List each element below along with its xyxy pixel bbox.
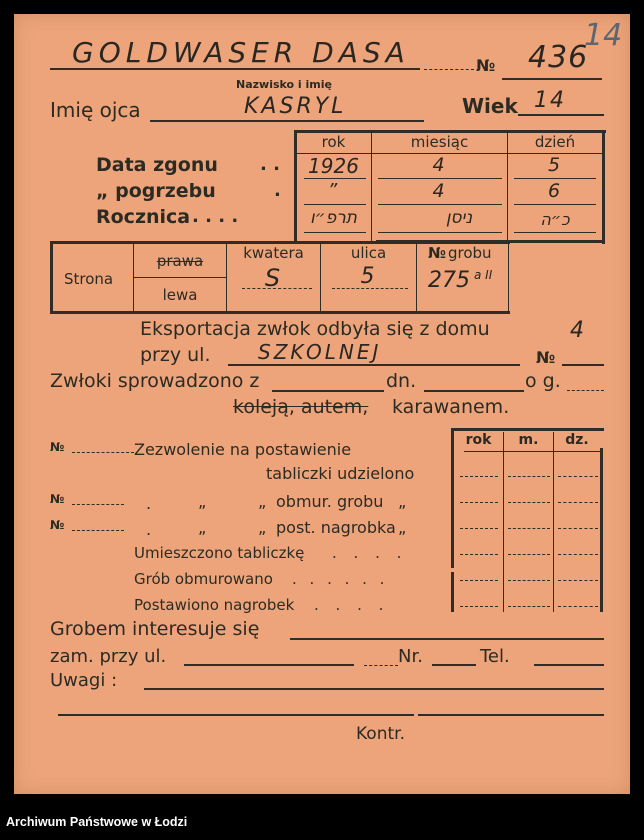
control-label: Kontr.: [356, 724, 405, 744]
record-number-underline: [502, 78, 602, 80]
anniversary-day: כ״ה: [540, 210, 570, 229]
grave-label: grobu: [448, 244, 492, 262]
record-number: 436: [528, 40, 589, 75]
permit2-ditto-c: „: [258, 492, 267, 511]
remarks-underline-2a: [58, 714, 414, 716]
anniversary-month: ניסן: [445, 208, 473, 228]
day-label: dn.: [386, 370, 417, 392]
permit3-number-symbol: №: [50, 518, 65, 532]
interest-underline: [290, 638, 604, 640]
hour-label: o g.: [525, 370, 561, 392]
export-value: 4: [570, 318, 586, 343]
death-year: 1926: [308, 154, 359, 178]
tombstone-dots: . . . .: [314, 596, 390, 614]
house-number-underline: [562, 364, 604, 366]
nr-label: Nr.: [398, 646, 423, 667]
permit2-ditto-d: „: [398, 492, 407, 511]
archive-credit: Archiwum Państwowe w Łodzi: [6, 815, 188, 829]
permit2-ditto-b: „: [198, 492, 207, 511]
father-value: KASRYL: [244, 94, 347, 119]
interest-label: Grobem interesuje się: [50, 618, 260, 640]
permit2-number-symbol: №: [50, 492, 65, 506]
dates-header-month: miesiąc: [410, 133, 469, 151]
permit3-number-line: [72, 530, 124, 531]
placed-plaque-label: Umieszczono tabliczkę: [134, 544, 305, 562]
side-left: lewa: [162, 286, 198, 304]
death-date-dots: . .: [260, 154, 280, 175]
transport-means-struck: koleją, autem,: [233, 396, 369, 418]
remarks-label: Uwagi :: [50, 670, 118, 691]
permit1-label-a: Zezwolenie na postawienie: [134, 440, 352, 459]
name-caption: Nazwisko i imię: [236, 78, 332, 91]
burial-date-label: „ pogrzebu: [96, 180, 216, 202]
burial-day: 6: [547, 180, 563, 202]
permits-header-day: dz.: [565, 432, 589, 448]
death-month: 4: [432, 154, 447, 176]
dates-header-day: dzień: [534, 133, 576, 151]
permit2-number-line: [72, 504, 124, 505]
father-underline: [150, 120, 424, 122]
street-value: 5: [360, 264, 377, 289]
remarks-underline-2b: [418, 714, 604, 716]
permit3-label: post. nagrobka: [276, 518, 396, 537]
permit3-ditto-c: „: [258, 518, 267, 537]
tel-underline: [534, 664, 604, 666]
death-day: 5: [547, 154, 563, 176]
quarter-value: S: [264, 264, 283, 292]
age-value: 14: [534, 88, 566, 113]
address-underline-dotted: [364, 665, 398, 666]
permit1-number-symbol: №: [50, 440, 65, 454]
side-label: Strona: [64, 270, 114, 288]
grave-value: 275: [428, 268, 470, 293]
address-label: zam. przy ul.: [50, 646, 167, 667]
walled-grave-dots: . . . . . .: [292, 570, 389, 588]
permit3-ditto-d: „: [398, 518, 407, 537]
permit1-number-line: [72, 452, 134, 453]
brought-from-underline: [272, 390, 384, 392]
placed-plaque-dots: . . . .: [332, 544, 408, 562]
number-symbol: №: [476, 56, 496, 75]
anniversary-dots: . . . .: [192, 206, 239, 227]
house-number-symbol: №: [536, 348, 556, 367]
transport-means-hearse: karawanem.: [392, 396, 510, 418]
burial-year: ”: [327, 180, 340, 201]
permits-header-month: m.: [518, 432, 539, 448]
export-text: Eksportacja zwłok odbyła się z domu: [140, 318, 490, 340]
death-date-label: Data zgonu: [96, 154, 218, 176]
age-underline: [518, 114, 604, 116]
brought-from-label: Zwłoki sprowadzono z: [50, 370, 260, 392]
side-right-struck: prawa: [156, 252, 204, 270]
permit1-label-b: tabliczki udzielono: [266, 464, 415, 483]
dates-header-year: rok: [321, 133, 346, 151]
age-label: Wiek: [462, 94, 518, 118]
father-label: Imię ojca: [50, 98, 141, 122]
name-underline: [50, 68, 420, 70]
street-label: ulica: [350, 244, 387, 262]
hour-underline: [567, 390, 604, 391]
street-address-label: przy ul.: [140, 344, 211, 366]
grave-suffix: a II: [474, 268, 493, 282]
permit2-ditto-a: .: [146, 494, 152, 513]
street-address-underline: [228, 364, 520, 366]
burial-date-dots: .: [274, 180, 281, 201]
anniversary-label: Rocznica: [96, 206, 191, 228]
quarter-label: kwatera: [243, 244, 304, 262]
nr-underline: [432, 664, 476, 666]
grave-number-symbol: №: [428, 244, 447, 262]
street-address-value: SZKOLNEJ: [258, 340, 382, 364]
name-underline-dotted: [424, 69, 474, 70]
corner-number: 14: [584, 18, 623, 53]
remarks-underline-1: [144, 688, 604, 690]
tombstone-label: Postawiono nagrobek: [134, 596, 295, 614]
permit3-ditto-a: .: [146, 520, 152, 539]
permit2-label: obmur. grobu: [276, 492, 384, 511]
permit3-ditto-b: „: [198, 518, 207, 537]
burial-month: 4: [432, 180, 447, 202]
address-underline: [184, 664, 354, 666]
anniversary-year: תרפ״ו: [310, 208, 357, 228]
day-underline: [424, 390, 524, 392]
name-value: GOLDWASER DASA: [72, 36, 410, 69]
tel-label: Tel.: [480, 646, 510, 667]
walled-grave-label: Grób obmurowano: [134, 570, 273, 588]
registry-card: [14, 14, 630, 794]
permits-header-year: rok: [465, 432, 492, 448]
